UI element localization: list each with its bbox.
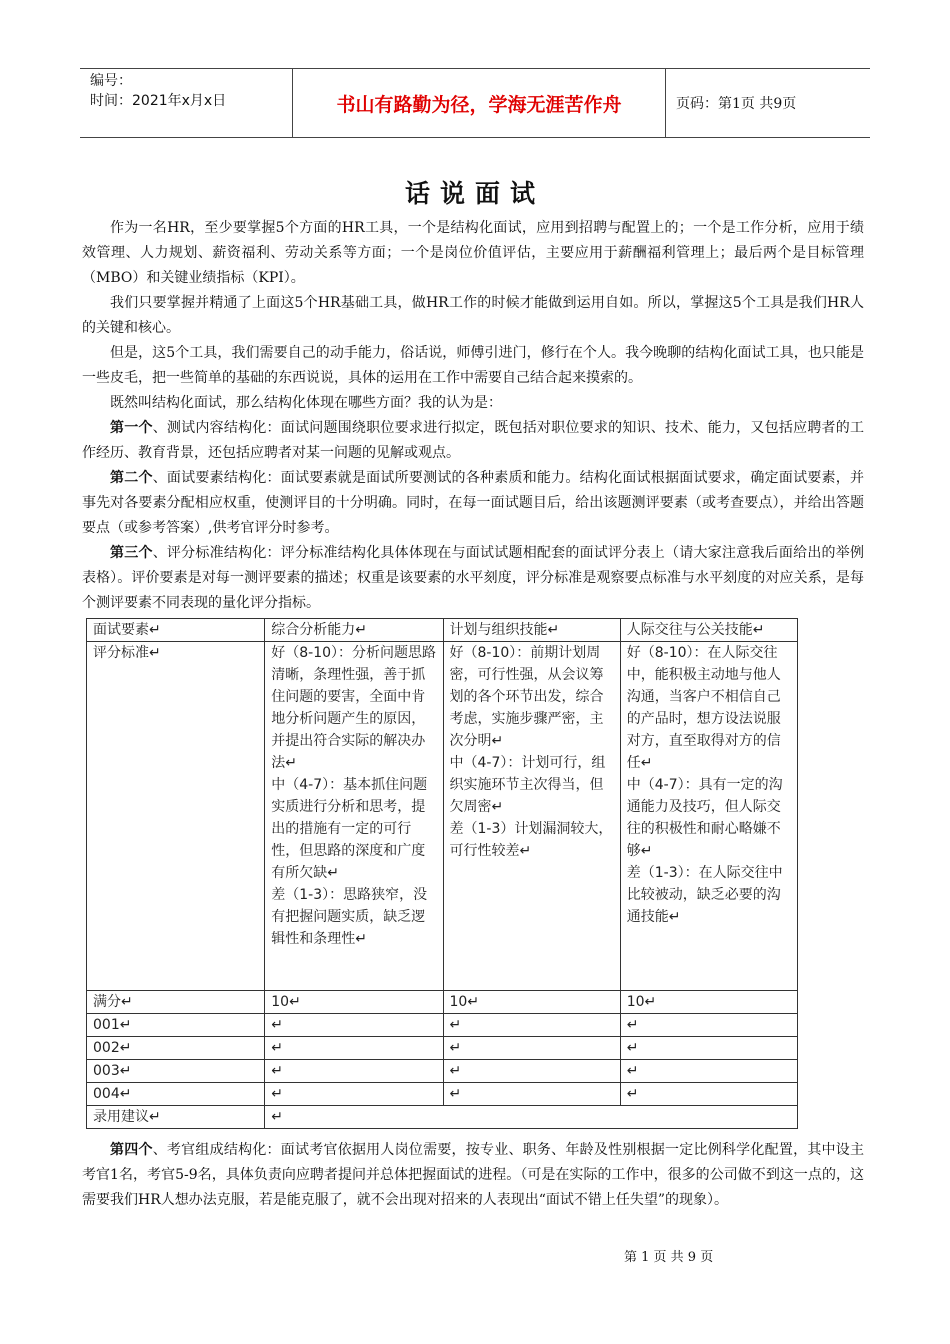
candidate-id: 003↵ <box>87 1060 265 1083</box>
score-cell: ↵ <box>265 1037 443 1060</box>
score-cell: ↵ <box>443 1060 620 1083</box>
paragraph: 第一个、测试内容结构化：面试问题围绕职位要求进行拟定，既包括对职位要求的知识、技术、能力，又包括应聘者的工作经历、教育背景，还包括应聘者对某一问题的见解或观点。 <box>82 420 865 461</box>
score-cell: ↵ <box>620 1037 797 1060</box>
score-cell: ↵ <box>620 1083 797 1106</box>
score-cell: ↵ <box>265 1060 443 1083</box>
paragraph: 但是，这5个工具，我们需要自己的动手能力，俗话说，师傅引进门，修行在个人。我今晚聊的结构化面试工具，也只能是一些皮毛，把一些简单的基础的东西说说，具体的运用在工作中需要自己结合起来摸索的。 <box>82 345 864 386</box>
candidate-row <box>87 1060 798 1083</box>
paragraph: 第三个、评分标准结构化：评分标准结构化具体体现在与面试试题相配套的面试评分表上（请大家注意我后面给出的举例表格）。评价要素是对每一测评要素的描述；权重是该要素的水平刻度，评分标准是观察要点标准与水平刻度的对应关系，是每个测评要素不同表现的量化评分指标。 <box>82 545 865 611</box>
criteria-label: 评分标准↵ <box>87 642 265 991</box>
score-cell: ↵ <box>620 1060 797 1083</box>
body-text <box>82 216 864 616</box>
paragraph: 既然叫结构化面试，那么结构化体现在哪些方面？我的认为是： <box>110 395 502 411</box>
paragraph: 第二个、面试要素结构化：面试要素就是面试所要测试的各种素质和能力。结构化面试根据面试要求，确定面试要素，并事先对各要素分配相应权重，使测评目的十分明确。同时，在每一面试题目后，给出该题测评要素（或考查要点），并给出答题要点（或参考答案）,供考官评分时参考。 <box>82 470 865 536</box>
criteria-cell: 好（8-10）：前期计划周密，可行性强，从会议筹划的各个环节出发，综合考虑，实施步骤严密，主次分明↵ 中（4-7）：计划可行，组织实施环节主次得当，但欠周密↵ 差（1-3）计划漏洞较大，可行性较差↵ <box>443 642 620 991</box>
table-header-cell: 面试要素↵ <box>87 619 265 642</box>
table-header-cell: 人际交往与公关技能↵ <box>620 619 797 642</box>
header-page-label: 页码：第1页 共9页 <box>676 96 797 112</box>
table-header-cell: 计划与组织技能↵ <box>443 619 620 642</box>
criteria-cell: 好（8-10）：在人际交往中，能积极主动地与他人沟通，当客户不相信自己的产品时，想方设法说服对方，直至取得对方的信任↵ 中（4-7）：具有一定的沟通能力及技巧，但人际交往的积极性和耐心略嫌不够↵ 差（1-3）：在人际交往中比较被动，缺乏必要的沟通技能↵ <box>620 642 797 991</box>
document-title: 话说面试 <box>404 179 545 208</box>
candidate-row <box>87 1083 798 1106</box>
paragraph: 第四个、考官组成结构化：面试考官依据用人岗位需要，按专业、职务、年龄及性别根据一定比例科学化配置，其中设主考官1名，考官5-9名，具体负责向应聘者提问并总体把握面试的进程。（可是在实际的工作中，很多的公司做不到这一点的，这需要我们HR人想办法克服，若是能克服了，就不会出现对招来的人表现出“面试不错上任失望”的现象）。 <box>82 1142 865 1208</box>
hire-suggestion-label: 录用建议↵ <box>87 1106 265 1129</box>
page-header <box>80 68 870 138</box>
header-motto: 书山有路勤为径，学海无涯苦作舟 <box>293 69 666 137</box>
full-score-cell: 10↵ <box>620 991 797 1014</box>
body-text-continued <box>82 1138 864 1213</box>
score-cell: ↵ <box>443 1014 620 1037</box>
full-score-cell: 10↵ <box>443 991 620 1014</box>
candidate-id: 001↵ <box>87 1014 265 1037</box>
score-cell: ↵ <box>265 1083 443 1106</box>
score-cell: ↵ <box>620 1014 797 1037</box>
criteria-row <box>87 642 798 991</box>
candidate-id: 004↵ <box>87 1083 265 1106</box>
candidate-row <box>87 1014 798 1037</box>
criteria-cell: 好（8-10）：分析问题思路清晰，条理性强，善于抓住问题的要害，全面中肯地分析问题产生的原因，并提出符合实际的解决办法↵ 中（4-7）：基本抓住问题实质进行分析和思考，提出的措施有一定的可行性，但思路的深度和广度有所欠缺↵ 差（1-3）：思路狭窄，没有把握问题实质，缺乏逻辑性和条理性↵ <box>265 642 443 991</box>
hire-suggestion-cell: ↵ <box>265 1106 798 1129</box>
paragraph: 作为一名HR，至少要掌握5个方面的HR工具，一个是结构化面试，应用到招聘与配置上的；一个是工作分析，应用于绩效管理、人力规划、薪资福利、劳动关系等方面；一个是岗位价值评估，主要应用于薪酬福利管理上；最后两个是目标管理（MBO）和关键业绩指标（KPI）。 <box>82 220 864 286</box>
date-label: 时间：2021年x月x日 <box>90 93 227 109</box>
paragraph: 我们只要掌握并精通了上面这5个HR基础工具，做HR工作的时候才能做到运用自如。所以，掌握这5个工具是我们HR人的关键和核心。 <box>82 295 864 336</box>
full-score-label: 满分↵ <box>87 991 265 1014</box>
score-cell: ↵ <box>443 1083 620 1106</box>
code-label: 编号： <box>90 73 132 89</box>
page-footer: 第 1 页 共 9 页 <box>624 1250 714 1265</box>
candidate-id: 002↵ <box>87 1037 265 1060</box>
table-header-row <box>87 619 798 642</box>
full-score-cell: 10↵ <box>265 991 443 1014</box>
hire-suggestion-row <box>87 1106 798 1129</box>
score-cell: ↵ <box>443 1037 620 1060</box>
evaluation-table <box>86 618 798 1129</box>
score-cell: ↵ <box>265 1014 443 1037</box>
full-score-row <box>87 991 798 1014</box>
candidate-row <box>87 1037 798 1060</box>
header-meta <box>80 69 293 137</box>
table-header-cell: 综合分析能力↵ <box>265 619 443 642</box>
